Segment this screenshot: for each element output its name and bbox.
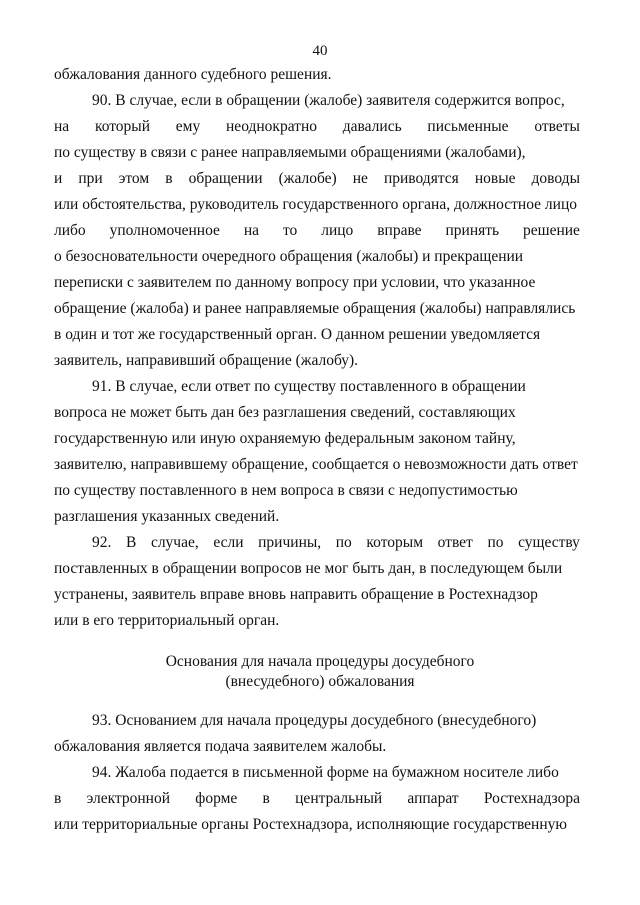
text-line: 94. Жалоба подается в письменной форме на бумажном носителе либо (92, 764, 559, 781)
text-line (54, 786, 580, 812)
word: этом (118, 170, 150, 187)
text-line: о безосновательности очередного обращения (жалобы) и прекращении (54, 248, 524, 265)
word: случае, (150, 534, 199, 551)
word: (жалобе) (278, 170, 337, 187)
body-text-block-2 (54, 708, 580, 838)
word: новые (474, 170, 516, 187)
text-line: или в его территориальный орган. (54, 612, 280, 629)
text-line: или обстоятельства, руководитель государственного органа, должностное лицо (54, 196, 577, 213)
word: существу (518, 534, 580, 551)
word: то (282, 222, 298, 239)
word: ответы (534, 118, 580, 135)
word: приводятся (383, 170, 459, 187)
page-number: 40 (312, 43, 328, 59)
text-line: по существу в связи с ранее направляемыми обращениями (жалобами), (54, 144, 526, 161)
word: уполномоченное (109, 222, 220, 239)
text-line: обжалования является подача заявителем жалобы. (54, 738, 387, 755)
word: решение (523, 222, 580, 239)
word: которым (366, 534, 424, 551)
word: лицо (321, 222, 354, 239)
section-heading-line-2: (внесудебного) обжалования (225, 673, 415, 690)
word: по (335, 534, 352, 551)
word: в (54, 790, 62, 807)
word: аппарат (407, 790, 459, 807)
text-line: государственную или иную охраняемую федеральным законом тайну, (54, 430, 516, 447)
word: обращении (188, 170, 263, 187)
word: письменные (427, 118, 509, 135)
text-line: разглашения указанных сведений. (54, 508, 280, 525)
word: электронной (86, 790, 171, 807)
word: давались (342, 118, 402, 135)
word: причины, (258, 534, 322, 551)
word: вправе (377, 222, 422, 239)
text-line: 91. В случае, если ответ по существу поставленного в обращении (92, 378, 526, 395)
text-line: 90. В случае, если в обращении (жалобе) заявителя содержится вопрос, (92, 92, 565, 109)
word: в (165, 170, 173, 187)
text-line (54, 166, 580, 192)
text-line (54, 530, 580, 556)
word: на (54, 118, 70, 135)
word: который (94, 118, 151, 135)
text-line: переписки с заявителем по данному вопросу при условии, что указанное (54, 274, 536, 291)
word: ему (175, 118, 201, 135)
word: Ростехнадзора (483, 790, 580, 807)
text-line (54, 114, 580, 140)
word: на (243, 222, 260, 239)
text-line: вопроса не может быть дан без разглашения сведений, составляющих (54, 404, 516, 421)
section-heading-line-1: Основания для начала процедуры досудебного (165, 653, 475, 670)
word: если (213, 534, 244, 551)
section-heading (0, 652, 640, 692)
text-line (54, 218, 580, 244)
body-text-block-1 (54, 62, 580, 634)
word: в (262, 790, 270, 807)
word: либо (54, 222, 86, 239)
word: не (352, 170, 368, 187)
text-line: обращение (жалоба) и ранее направляемые обращения (жалобы) направлялись (54, 300, 576, 317)
word: по (487, 534, 504, 551)
word: принять (445, 222, 500, 239)
text-line: заявитель, направивший обращение (жалобу). (54, 352, 359, 369)
word: центральный (295, 790, 383, 807)
text-line: поставленных в обращении вопросов не мог быть дан, в последующем были (54, 560, 563, 577)
word: ответ (437, 534, 473, 551)
text-line: 93. Основанием для начала процедуры досудебного (внесудебного) (92, 712, 537, 729)
text-line: обжалования данного судебного решения. (54, 66, 332, 83)
text-line: устранены, заявитель вправе вновь направить обращение в Ростехнадзор (54, 586, 538, 603)
text-line: в один и тот же государственный орган. О данном решении уведомляется (54, 326, 541, 343)
word: доводы (531, 170, 580, 187)
word: и (54, 170, 63, 187)
text-line: или территориальные органы Ростехнадзора, исполняющие государственную (54, 816, 567, 833)
word: В (125, 534, 137, 551)
word: неоднократно (226, 118, 318, 135)
text-line: по существу поставленного в нем вопроса в связи с недопустимостью (54, 482, 518, 499)
text-line: заявителю, направившему обращение, сообщается о невозможности дать ответ (54, 456, 578, 473)
word: при (78, 170, 103, 187)
word: 92. (92, 534, 112, 551)
word: форме (195, 790, 238, 807)
